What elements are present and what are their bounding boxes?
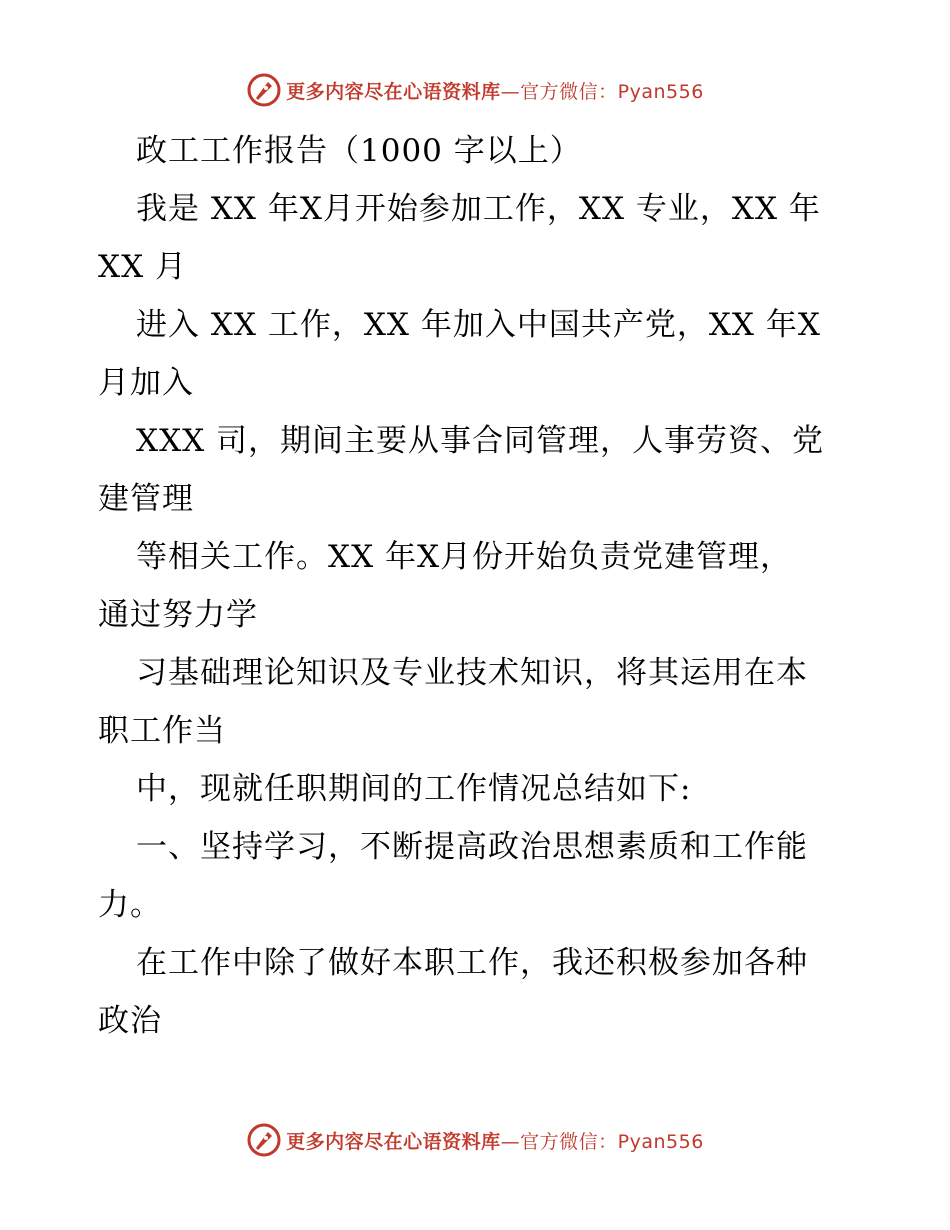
paragraph-line: 职工作当 [98, 713, 226, 749]
banner-brand: 更多内容尽在心语资料库 [286, 80, 501, 103]
paragraph-line: 在工作中除了做好本职工作，我还积极参加各种 [136, 945, 808, 981]
footer-banner [0, 1120, 950, 1160]
section-heading: 一、坚持学习，不断提高政治思想素质和工作能 [136, 829, 808, 865]
document-title: 政工工作报告（1000 字以上） [136, 133, 582, 169]
header-banner [0, 70, 950, 110]
paragraph-line: XX 月 [98, 249, 187, 285]
paragraph-line: 月加入 [98, 365, 194, 401]
paragraph-line: 建管理 [98, 481, 194, 517]
paragraph-line: 进入 XX 工作，XX 年加入中国共产党，XX 年X [136, 307, 821, 343]
section-heading: 力。 [98, 887, 162, 923]
banner-wechat: 官方微信：Pyan556 [520, 1130, 704, 1153]
pen-nib-logo-icon [246, 72, 282, 108]
banner-separator: — [500, 80, 521, 103]
banner-wechat: 官方微信：Pyan556 [520, 80, 704, 103]
paragraph-line: XXX 司，期间主要从事合同管理，人事劳资、党 [136, 423, 825, 459]
paragraph-line: 等相关工作。XX 年X月份开始负责党建管理， [136, 539, 793, 575]
banner-brand: 更多内容尽在心语资料库 [286, 1130, 501, 1153]
paragraph-line: 习基础理论知识及专业技术知识，将其运用在本 [136, 655, 808, 691]
pen-nib-logo-icon [246, 1122, 282, 1158]
paragraph-line: 我是 XX 年X月开始参加工作，XX 专业，XX 年 [136, 191, 821, 227]
paragraph-line: 通过努力学 [98, 597, 258, 633]
paragraph-line: 中，现就任职期间的工作情况总结如下: [136, 771, 692, 807]
banner-separator: — [500, 1130, 521, 1153]
document-body [98, 122, 850, 1050]
paragraph-line: 政治 [98, 1003, 162, 1039]
